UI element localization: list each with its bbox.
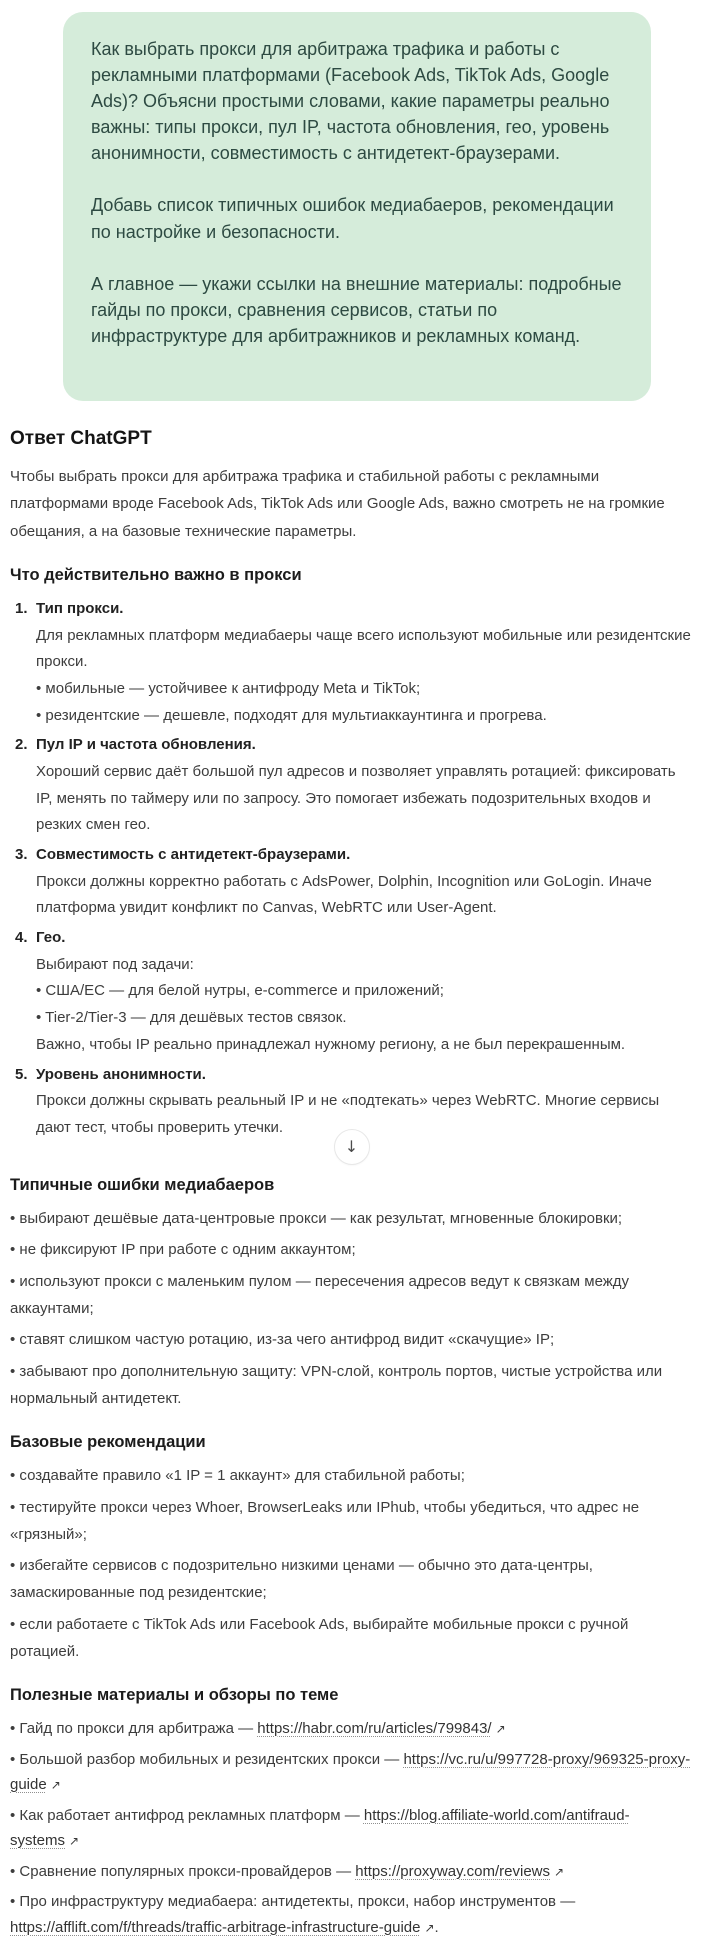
item-number: 2.	[15, 736, 28, 754]
item-line: Выбирают под задачи:	[36, 955, 194, 973]
external-link[interactable]: https://vc.ru/u/997728-proxy/969325-proxy-guide	[10, 1750, 691, 1794]
external-link-icon: ↗	[554, 1864, 565, 1879]
link-item	[10, 1803, 693, 1854]
user-message-paragraph: Как выбрать прокси для арбитража трафика и работы с рекламными платформами (Facebook Ads, TikTok Ads, Google Ads)? Объясни простыми словами, какие параметры реально важны: типы прокси, пул IP, частота обновления, гео, уровень анонимности, совместимость с антидетект-браузерами.	[91, 39, 610, 164]
bullet-item: • ставят слишком частую ротацию, из-за чего антифрод видит «скачущие» IP;	[10, 1331, 555, 1349]
section-heading-recommendations: Базовые рекомендации	[10, 1433, 206, 1452]
external-link[interactable]: https://proxyway.com/reviews	[355, 1862, 551, 1880]
external-link-icon: ↗	[50, 1778, 61, 1793]
bullet-item: • используют прокси с маленьким пулом — пересечения адресов ведут к связкам между аккаунтами;	[10, 1272, 630, 1317]
external-link-icon: ↗	[495, 1722, 506, 1737]
external-link-icon: ↗	[69, 1834, 80, 1849]
link-item	[10, 1747, 693, 1798]
user-message-bubble	[63, 12, 651, 401]
numbered-item	[10, 732, 693, 839]
item-line: Важно, чтобы IP реально принадлежал нужному региону, а не был перекрашенным.	[36, 1035, 626, 1053]
external-link[interactable]: https://blog.affiliate-world.com/antifraud-systems	[10, 1806, 630, 1850]
item-line: Для рекламных платформ медиабаеры чаще всего используют мобильные или резидентские прокси.	[36, 626, 691, 671]
link-item	[10, 1716, 693, 1742]
item-body	[36, 842, 693, 922]
item-number: 5.	[15, 1065, 28, 1083]
link-description: • Как работает антифрод рекламных платформ —	[10, 1806, 364, 1824]
item-title: Гео.	[36, 929, 66, 947]
item-line: • Tier-2/Tier-3 — для дешёвых тестов связок.	[36, 1009, 347, 1027]
external-link-icon: ↗	[424, 1920, 435, 1935]
bullet-item: • выбирают дешёвые дата-центровые прокси — как результат, мгновенные блокировки;	[10, 1209, 623, 1227]
item-title: Пул IP и частота обновления.	[36, 736, 256, 754]
bullet-item: • если работаете с TikTok Ads или Facebook Ads, выбирайте мобильные прокси с ручной ротацией.	[10, 1615, 629, 1660]
numbered-item	[10, 842, 693, 922]
user-message-paragraph: Добавь список типичных ошибок медиабаеров, рекомендации по настройке и безопасности.	[91, 195, 614, 242]
important-params-list	[10, 596, 693, 1142]
item-number: 4.	[15, 929, 28, 947]
item-body	[36, 925, 693, 1058]
section-heading-materials: Полезные материалы и обзоры по теме	[10, 1686, 339, 1705]
bullet-item: • не фиксируют IP при работе с одним аккаунтом;	[10, 1241, 356, 1259]
answer-intro: Чтобы выбрать прокси для арбитража трафика и стабильной работы с рекламными платформами вроде Facebook Ads, TikTok Ads или Google Ads, важно смотреть не на громкие обещания, а на базовые технические параметры.	[10, 467, 665, 540]
bullet-item: • создавайте правило «1 IP = 1 аккаунт» для стабильной работы;	[10, 1467, 465, 1485]
section-heading-important-params: Что действительно важно в прокси	[10, 565, 302, 584]
bullet-item: • тестируйте прокси через Whoer, BrowserLeaks или IPhub, чтобы убедиться, что адрес не «грязный»;	[10, 1499, 640, 1543]
item-body	[36, 732, 693, 839]
arrow-down-icon: ↓	[344, 1136, 359, 1156]
user-message-paragraph: А главное — укажи ссылки на внешние материалы: подробные гайды по прокси, сравнения сервисов, статьи по инфраструктуре для арбитражников и рекламных команд.	[91, 273, 622, 346]
link-description: • Про инфраструктуру медиабаера: антидетекты, прокси, набор инструментов —	[10, 1893, 576, 1911]
section-heading-typical-mistakes: Типичные ошибки медиабаеров	[10, 1175, 275, 1194]
numbered-item	[10, 925, 693, 1058]
materials-links-list	[10, 1716, 693, 1940]
external-link[interactable]: https://afflift.com/f/threads/traffic-arbitrage-infrastructure-guide	[10, 1918, 421, 1936]
item-line: Прокси должны корректно работать с AdsPower, Dolphin, Incognition или GoLogin. Иначе платформа увидит конфликт по Canvas, WebRTC или User-Agent.	[36, 872, 652, 917]
item-number: 1.	[15, 599, 28, 617]
link-item	[10, 1889, 693, 1940]
item-title: Совместимость с антидетект-браузерами.	[36, 846, 351, 864]
item-body	[36, 596, 693, 729]
link-description: • Большой разбор мобильных и резидентских прокси —	[10, 1750, 404, 1768]
mistakes-list	[10, 1206, 693, 1413]
item-body	[36, 1062, 693, 1142]
link-suffix: .	[434, 1918, 439, 1936]
item-line: • резидентские — дешевле, подходят для мультиаккаунтинга и прогрева.	[36, 706, 547, 724]
item-title: Тип прокси.	[36, 599, 124, 617]
assistant-answer	[10, 428, 693, 1940]
item-line: • мобильные — устойчивее к антифроду Meta и TikTok;	[36, 679, 421, 697]
link-description: • Сравнение популярных прокси-провайдеров —	[10, 1862, 356, 1880]
item-number: 3.	[15, 846, 28, 864]
link-item	[10, 1859, 693, 1885]
item-line: Хороший сервис даёт большой пул адресов и позволяет управлять ротацией: фиксировать IP, менять по таймеру или по запросу. Это помогает избежать подозрительных входов и резких смен гео.	[36, 762, 676, 834]
scroll-anchor	[10, 1136, 693, 1156]
answer-title: Ответ ChatGPT	[10, 427, 152, 449]
scroll-to-bottom-button[interactable]	[334, 1129, 370, 1165]
link-description: • Гайд по прокси для арбитража —	[10, 1720, 258, 1738]
external-link[interactable]: https://habr.com/ru/articles/799843/	[257, 1720, 492, 1738]
bullet-item: • забывают про дополнительную защиту: VPN-слой, контроль портов, чистые устройства или нормальный антидетект.	[10, 1363, 663, 1407]
item-line: • США/ЕС — для белой нутры, e-commerce и приложений;	[36, 982, 444, 1000]
recommendations-list	[10, 1463, 693, 1665]
bullet-item: • избегайте сервисов с подозрительно низкими ценами — обычно это дата-центры, замаскированные под резидентские;	[10, 1557, 593, 1602]
item-title: Уровень анонимности.	[36, 1065, 206, 1083]
numbered-item	[10, 596, 693, 729]
item-line: Прокси должны скрывать реальный IP и не «подтекать» через WebRTC. Многие сервисы дают тест, чтобы проверить утечки.	[36, 1092, 660, 1136]
